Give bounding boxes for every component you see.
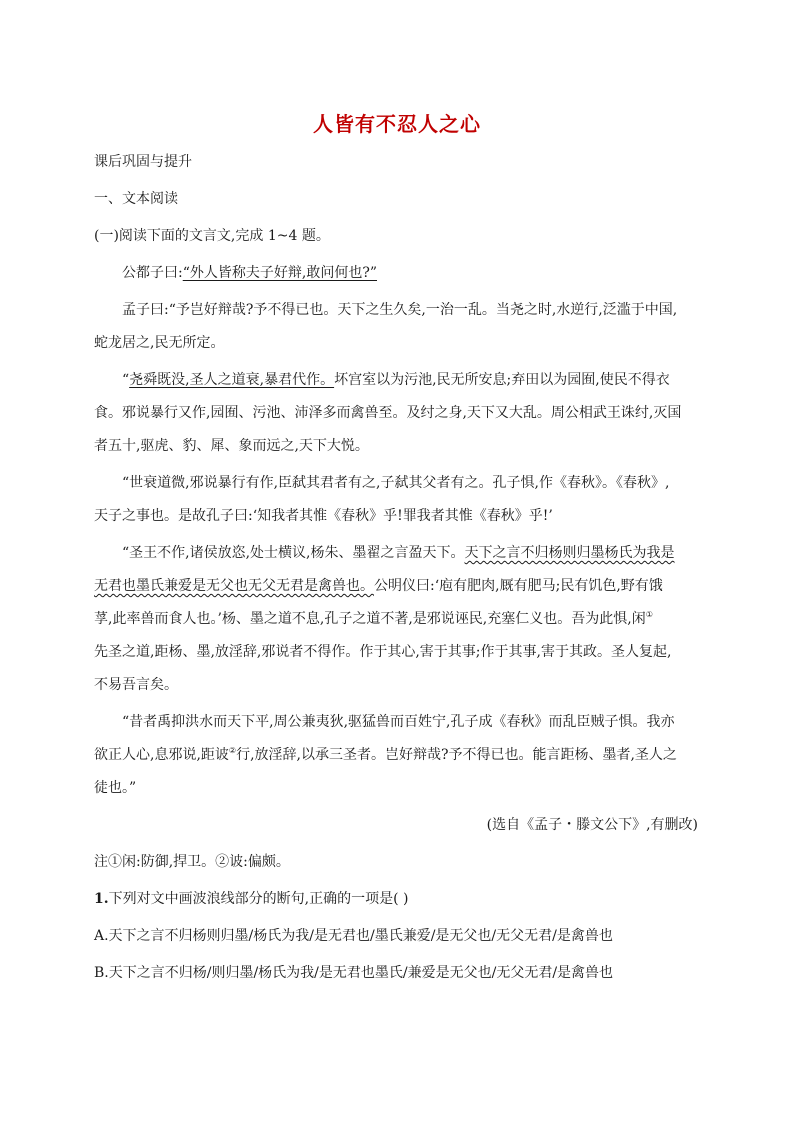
question-1-number: 1. xyxy=(94,891,109,907)
paragraph-6-line-1: “昔者禹抑洪水而天下平,周公兼夷狄,驱猛兽而百姓宁,孔子成《春秋》而乱臣贼子惧。我亦 xyxy=(122,714,675,730)
question-1 xyxy=(94,889,408,909)
paragraph-6-text-b: 行,放淫辞,以承三圣者。岂好辩哉?予不得已也。能言距杨、墨者,圣人之 xyxy=(236,747,677,763)
paragraph-5-line-5: 不易吾言矣。 xyxy=(94,677,178,693)
paragraph-3-open: “ xyxy=(122,372,130,388)
source-citation: (选自《孟子・滕文公下》,有删改) xyxy=(486,817,698,833)
paragraph-5-wavy-a: 天下之言不归杨则归墨杨氏为我是 xyxy=(464,545,675,561)
paragraph-3-line-3: 者五十,驱虎、豹、犀、象而远之,天下大悦。 xyxy=(94,438,369,454)
paragraph-5-text-c: 莩,此率兽而食人也。’杨、墨之道不息,孔子之道不著,是邪说诬民,充塞仁义也。吾为此惧,闲 xyxy=(94,611,646,627)
instruction: (一)阅读下面的文言文,完成 1~4 题。 xyxy=(94,228,330,244)
part-heading: 一、文本阅读 xyxy=(94,191,178,207)
paragraph-5-line-1 xyxy=(122,543,675,563)
paragraph-5-text-b: 公明仪曰:‘庖有肥肉,厩有肥马;民有饥色,野有饿 xyxy=(374,578,663,594)
paragraph-3-line-2: 食。邪说暴行又作,园囿、污池、沛泽多而禽兽至。及纣之身,天下又大乱。周公相武王诛纣,灭国 xyxy=(94,405,682,421)
footnote-marker-2: ② xyxy=(228,746,237,755)
paragraph-6-line-2 xyxy=(94,745,677,765)
paragraph-6-line-3: 徒也。” xyxy=(94,780,137,796)
paragraph-5-line-4: 先圣之道,距杨、墨,放淫辞,邪说者不得作。作于其心,害于其事;作于其事,害于其政。圣人复起, xyxy=(94,644,672,660)
question-1-option-a: A.天下之言不归杨则归墨/杨氏为我/是无君也/墨氏兼爱/是无父也/无父无君/是禽兽也 xyxy=(94,928,613,944)
paragraph-4-line-1: “世衰道微,邪说暴行有作,臣弑其君者有之,子弑其父者有之。孔子惧,作《春秋》。《春秋》, xyxy=(122,475,670,491)
paragraph-5-text-a: “圣王不作,诸侯放恣,处士横议,杨朱、墨翟之言盈天下。 xyxy=(122,545,465,561)
paragraph-3-rest: 坏宫室以为污池,民无所安息;弃田以为园囿,使民不得衣 xyxy=(334,372,670,388)
question-1-option-b: B.天下之言不归杨/则归墨/杨氏为我/是无君也墨氏/兼爱是无父也/无父无君/是禽兽也 xyxy=(94,965,614,981)
paragraph-2-line-2: 蛇龙居之,民无所定。 xyxy=(94,335,225,351)
section-heading: 课后巩固与提升 xyxy=(94,154,192,170)
paragraph-1-quote: “外人皆称夫子好辩,敢问何也?” xyxy=(182,265,377,281)
paragraph-3-underlined: 尧舜既没,圣人之道衰,暴君代作。 xyxy=(129,372,335,388)
page-title: 人皆有不忍人之心 xyxy=(313,112,481,136)
paragraph-5-line-3 xyxy=(94,609,653,629)
paragraph-2-line-1: 孟子曰:“予岂好辩哉?予不得已也。天下之生久矣,一治一乱。当尧之时,水逆行,泛滥于中国, xyxy=(122,302,678,318)
paragraph-1-lead: 公都子曰: xyxy=(122,265,183,281)
annotation-notes: 注①闲:防御,捍卫。②诐:偏颇。 xyxy=(94,854,290,870)
paragraph-5-wavy-b: 无君也墨氏兼爱是无父也无父无君是禽兽也。 xyxy=(94,578,374,594)
paragraph-3-line-1 xyxy=(122,370,670,390)
paragraph-1 xyxy=(122,263,377,283)
paragraph-4-line-2: 天子之事也。是故孔子曰:‘知我者其惟《春秋》乎!罪我者其惟《春秋》乎!’ xyxy=(94,508,553,524)
footnote-marker-1: ① xyxy=(645,610,653,619)
question-1-stem: 下列对文中画波浪线部分的断句,正确的一项是( ) xyxy=(108,891,409,907)
paragraph-5-line-2 xyxy=(94,576,663,596)
paragraph-6-text-a: 欲正人心,息邪说,距诐 xyxy=(94,747,229,763)
